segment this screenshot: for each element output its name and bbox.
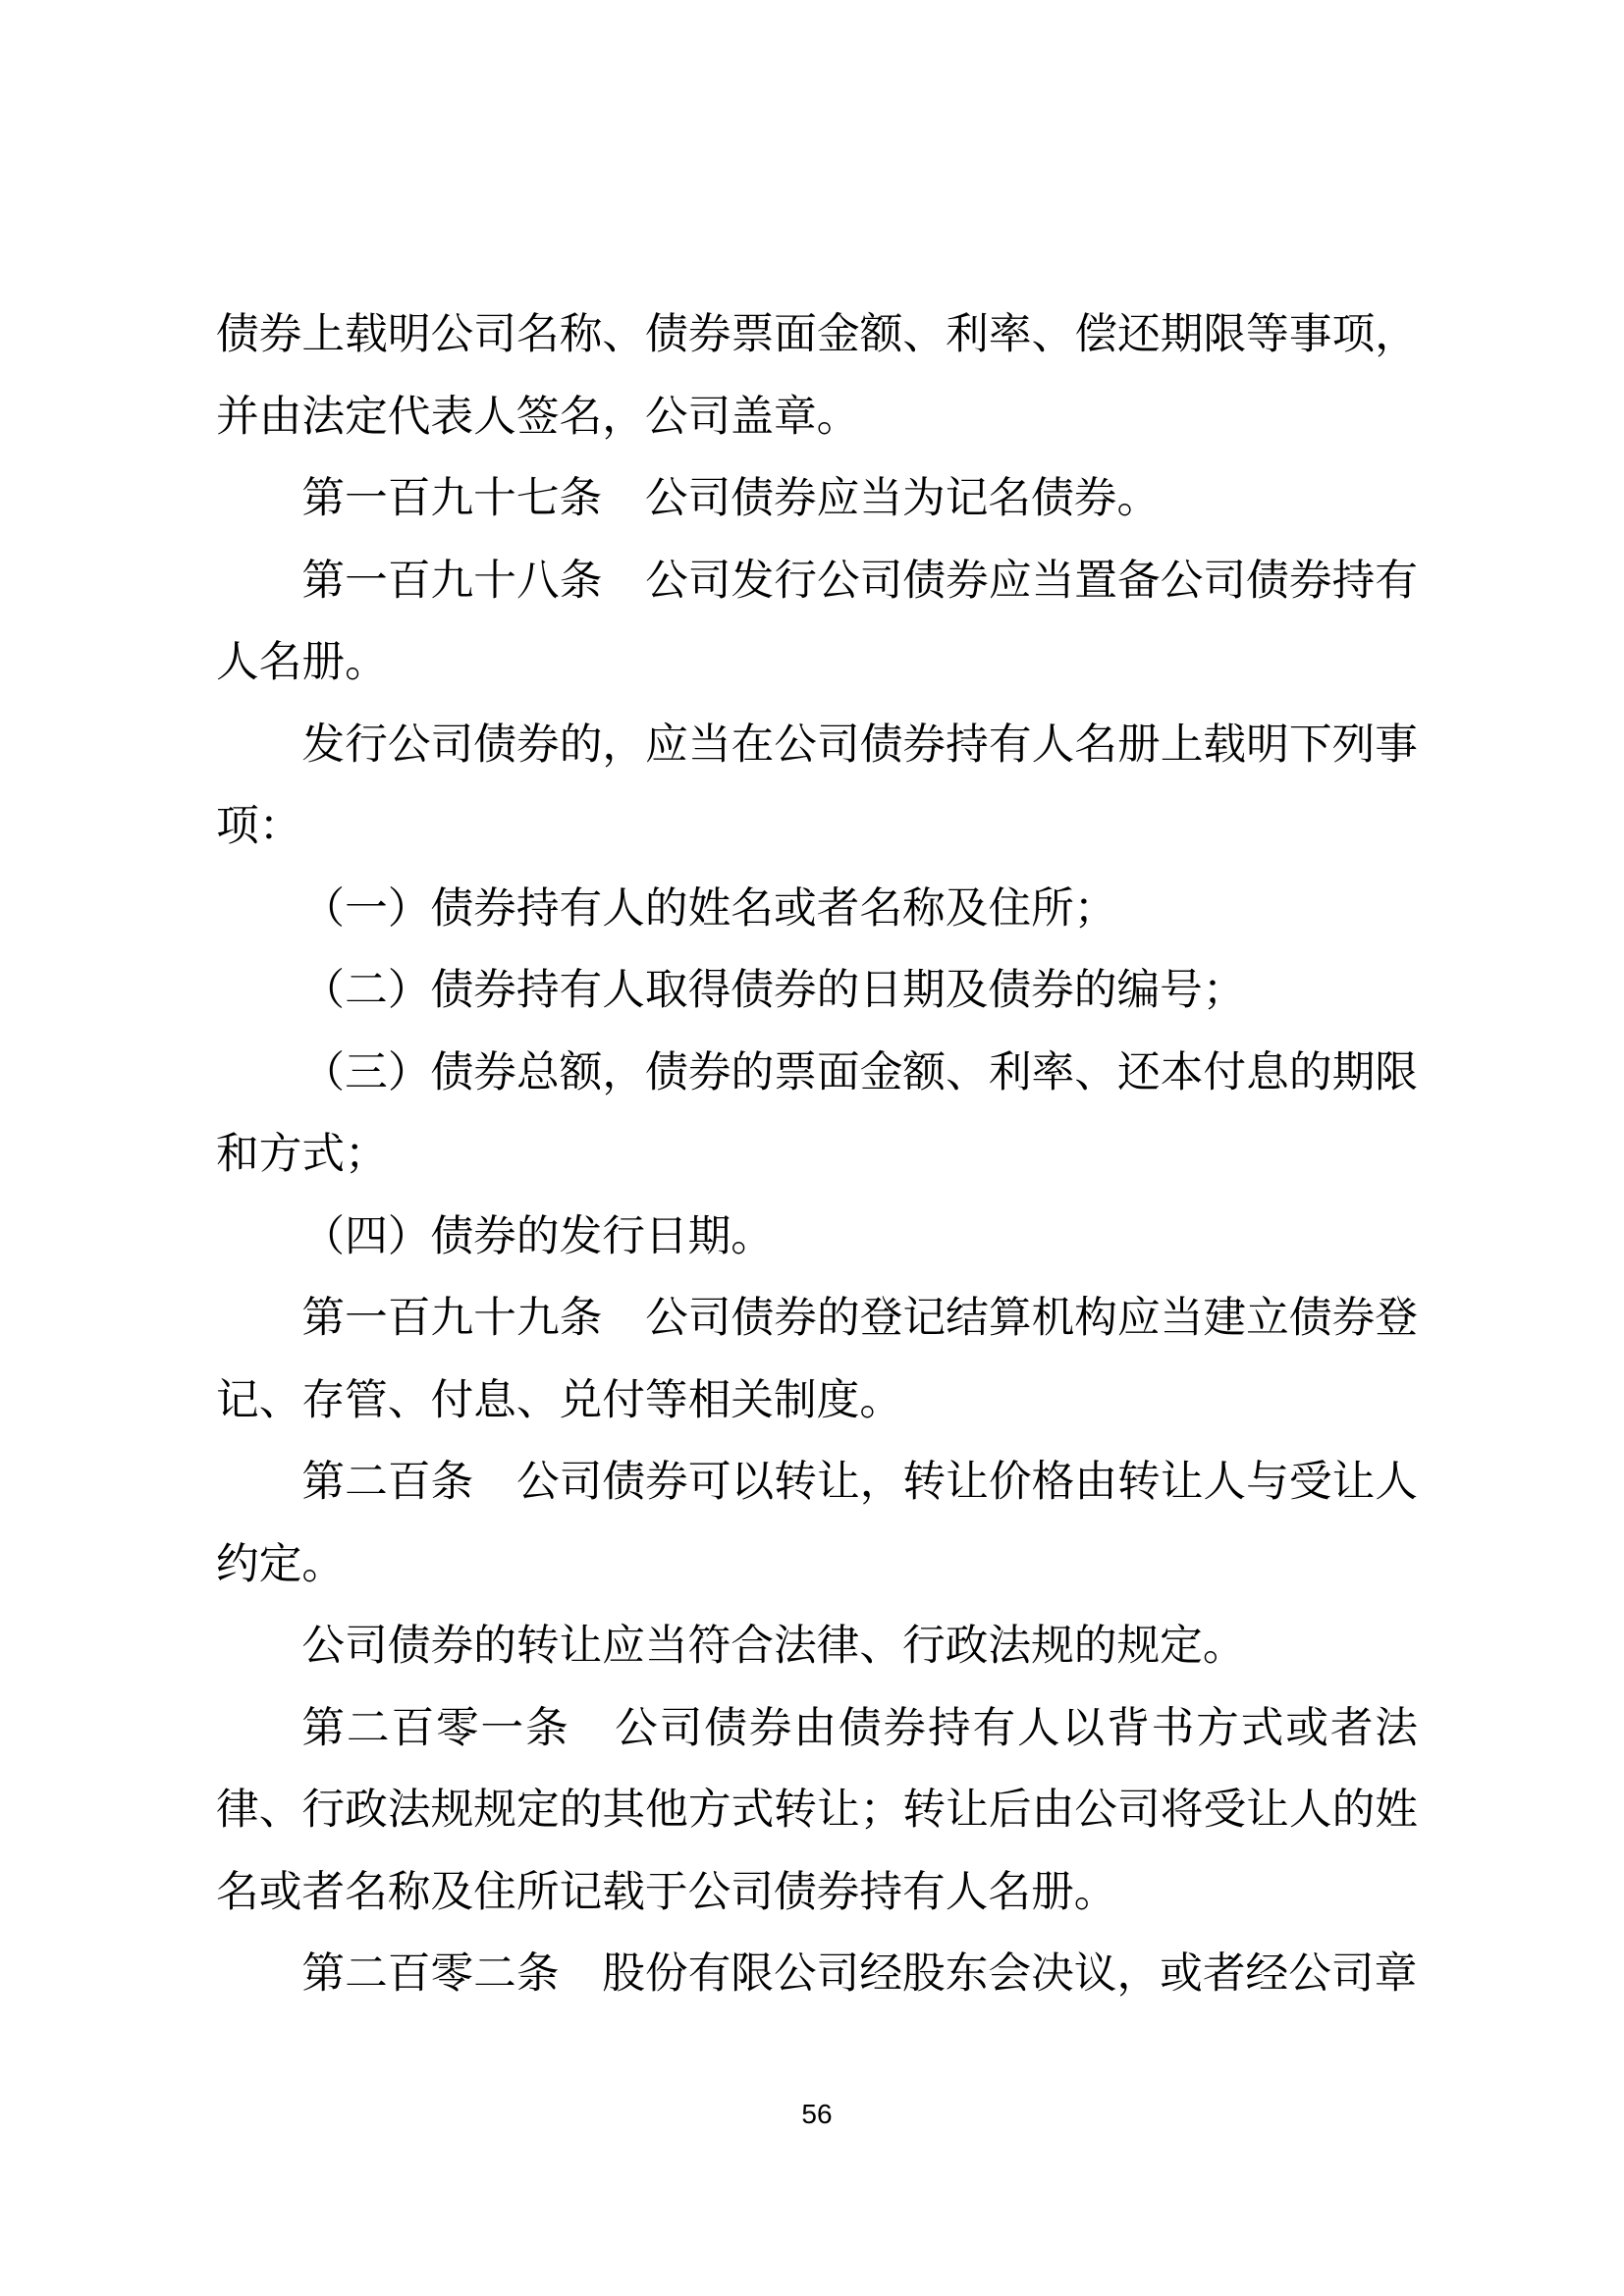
law-paragraph: 第一百九十八条 公司发行公司债券应当置备公司债券持有人名册。 — [216, 557, 1418, 686]
law-paragraph: 发行公司债券的，应当在公司债券持有人名册上载明下列事项： — [216, 721, 1418, 850]
law-paragraph: （二）债券持有人取得债券的日期及债券的编号； — [301, 967, 1246, 1014]
law-paragraph: （四）债券的发行日期。 — [301, 1212, 774, 1260]
law-paragraph: 第二百零一条 公司债券由债券持有人以背书方式或者法律、行政法规规定的其他方式转让；转让后由公司将受让人的姓名或者名称及住所记载于公司债券持有人名册。 — [216, 1704, 1418, 1916]
law-text-block — [216, 294, 1418, 2016]
page-number: 56 — [801, 2099, 833, 2129]
law-paragraph: 第二百条 公司债券可以转让，转让价格由转让人与受让人约定。 — [216, 1459, 1418, 1588]
law-paragraph: 第一百九十九条 公司债券的登记结算机构应当建立债券登记、存管、付息、兑付等相关制度。 — [216, 1295, 1418, 1424]
law-paragraph: 债券上载明公司名称、债券票面金额、利率、偿还期限等事项，并由法定代表人签名，公司盖章。 — [216, 311, 1418, 441]
law-paragraph: 公司债券的转让应当符合法律、行政法规的规定。 — [301, 1623, 1246, 1670]
law-paragraph: 第一百九十七条 公司债券应当为记名债券。 — [301, 475, 1161, 522]
law-paragraph: 第二百零二条 股份有限公司经股东会决议，或者经公司章 — [301, 1950, 1418, 1998]
law-paragraph: （一）债券持有人的姓名或者名称及住所； — [301, 884, 1117, 933]
law-paragraph: （三）债券总额，债券的票面金额、利率、还本付息的期限和方式； — [216, 1048, 1418, 1178]
